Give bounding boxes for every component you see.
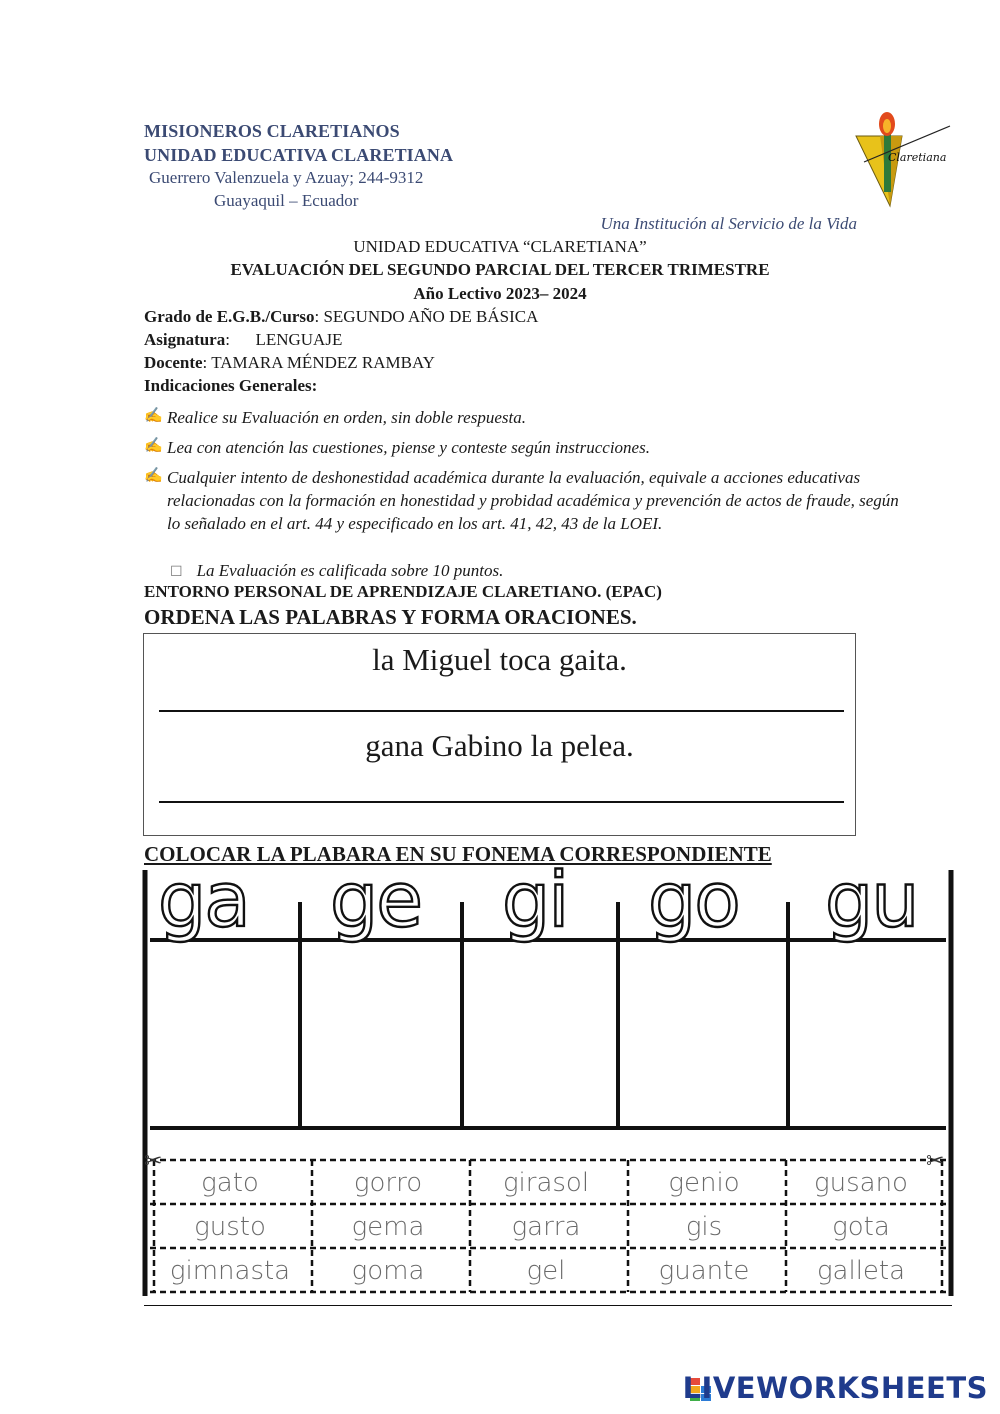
word-card[interactable]: gel bbox=[526, 1256, 566, 1286]
word-card[interactable]: gota bbox=[832, 1212, 890, 1242]
syllable-go: go bbox=[648, 855, 739, 944]
school-logo bbox=[850, 106, 954, 210]
exam-title: EVALUACIÓN DEL SEGUNDO PARCIAL DEL TERCER TRIMESTRE bbox=[230, 260, 770, 279]
grade-label: Grado de E.G.B./Curso bbox=[144, 307, 315, 326]
school-city: Guayaquil – Ecuador bbox=[214, 191, 359, 210]
liveworksheets-brand[interactable]: LIVEWORKSHEETS bbox=[682, 1371, 988, 1405]
indications-list bbox=[144, 406, 914, 558]
grade-value: : SEGUNDO AÑO DE BÁSICA bbox=[314, 307, 539, 326]
scissors-icon: ✂ bbox=[926, 1148, 945, 1173]
word-card[interactable]: goma bbox=[351, 1256, 425, 1286]
score-note: La Evaluación es calificada sobre 10 puntos. bbox=[196, 561, 504, 580]
scrambled-sentence: gana Gabino la pelea. bbox=[365, 728, 634, 763]
word-card[interactable]: genio bbox=[668, 1168, 740, 1198]
syllable-ga: ga bbox=[158, 855, 249, 944]
answer-line[interactable] bbox=[159, 801, 844, 803]
word-card[interactable]: gis bbox=[685, 1212, 723, 1242]
syllable-ge: ge bbox=[330, 855, 421, 944]
teacher-line bbox=[144, 353, 435, 373]
answer-line[interactable] bbox=[159, 710, 844, 712]
org-line-2: UNIDAD EDUCATIVA CLARETIANA bbox=[144, 145, 454, 165]
indication-text: Realice su Evaluación en orden, sin doble respuesta. bbox=[167, 408, 526, 427]
score-line bbox=[170, 559, 503, 584]
word-card[interactable]: girasol bbox=[502, 1168, 590, 1198]
school-address: Guerrero Valenzuela y Azuay; 244-9312 bbox=[149, 168, 424, 187]
exam-school: UNIDAD EDUCATIVA “CLARETIANA” bbox=[353, 237, 647, 256]
syllable-gu: gu bbox=[825, 855, 918, 944]
subject-label: Asignatura bbox=[144, 330, 226, 349]
subject-line bbox=[144, 330, 342, 350]
word-card[interactable]: gato bbox=[201, 1168, 259, 1198]
pencil-icon: ✍ bbox=[144, 438, 163, 454]
word-card[interactable]: gusto bbox=[194, 1212, 266, 1242]
syllable-gi: gi bbox=[502, 855, 568, 944]
word-card[interactable]: gusano bbox=[814, 1168, 908, 1198]
checkbox-icon: ☐ bbox=[170, 565, 183, 580]
indication-text: Lea con atención las cuestiones, piense y conteste según instrucciones. bbox=[167, 438, 650, 457]
pencil-icon: ✍ bbox=[144, 468, 163, 484]
pencil-icon: ✍ bbox=[144, 408, 163, 424]
word-card[interactable]: gorro bbox=[353, 1168, 423, 1198]
exam-year: Año Lectivo 2023– 2024 bbox=[413, 284, 587, 303]
word-card[interactable]: galleta bbox=[816, 1256, 906, 1286]
word-card[interactable]: garra bbox=[511, 1212, 581, 1242]
word-card[interactable]: guante bbox=[658, 1256, 750, 1286]
epac-heading: ENTORNO PERSONAL DE APRENDIZAJE CLARETIANO. (EPAC) bbox=[144, 582, 662, 601]
word-card[interactable]: gimnasta bbox=[169, 1256, 291, 1286]
indication-item bbox=[144, 436, 914, 466]
school-motto: Una Institución al Servicio de la Vida bbox=[600, 214, 857, 233]
indication-item bbox=[144, 466, 914, 558]
subject-value: : LENGUAJE bbox=[225, 330, 343, 349]
scrambled-sentence: la Miguel toca gaita. bbox=[372, 642, 627, 677]
indication-item bbox=[144, 406, 914, 436]
teacher-label: Docente bbox=[144, 353, 203, 372]
scissors-icon: ✂ bbox=[144, 1148, 163, 1173]
section1-title: ORDENA LAS PALABRAS Y FORMA ORACIONES. bbox=[144, 605, 637, 629]
sentence-box bbox=[143, 633, 856, 836]
org-line-1: MISIONEROS CLARETIANOS bbox=[144, 121, 400, 141]
indication-text: Cualquier intento de deshonestidad académica durante la evaluación, equivale a acciones educativas relacionadas con la formación en honestidad y probidad académica y prevención de actos de fraude, según lo señalado en el art. 44 y especificado en los art. 41, 42, 43 de la LOEI. bbox=[167, 468, 899, 533]
grade-line bbox=[144, 307, 538, 327]
teacher-value: : TAMARA MÉNDEZ RAMBAY bbox=[202, 353, 435, 372]
section2-title: COLOCAR LA PLABARA EN SU FONEMA CORRESPONDIENTE bbox=[144, 842, 772, 866]
logo-text: Claretiana bbox=[888, 151, 947, 164]
word-card[interactable]: gema bbox=[351, 1212, 425, 1242]
indications-label: Indicaciones Generales: bbox=[144, 376, 318, 395]
